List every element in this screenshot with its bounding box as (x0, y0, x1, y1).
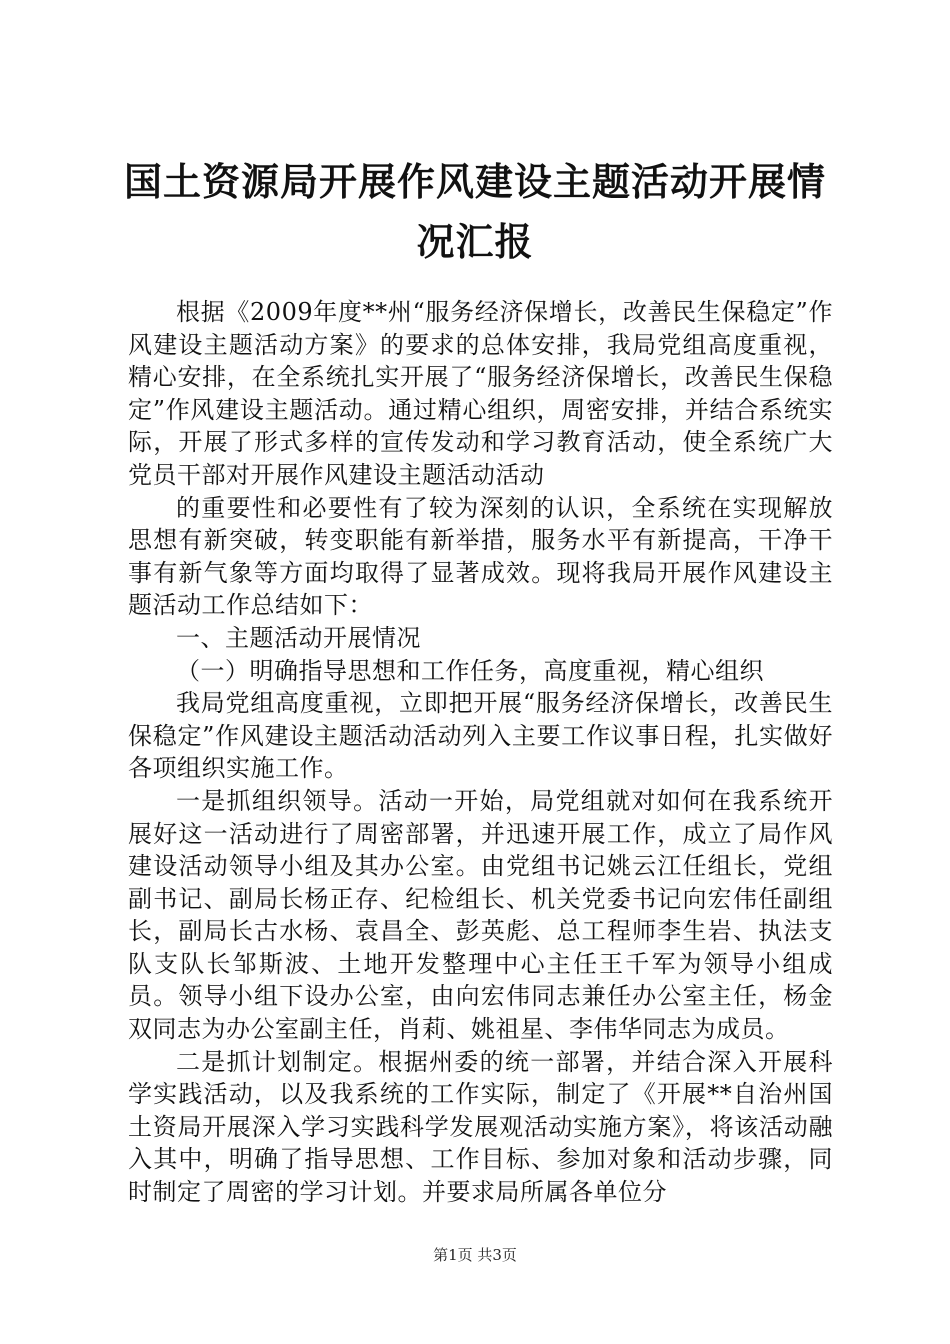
document-body (128, 296, 833, 1209)
page-number: 第1页 共3页 (433, 1246, 517, 1264)
paragraph-importance: 我局党组高度重视，立即把开展“服务经济保增长，改善民生保稳定”作风建设主题活动活动列入主要工作议事日程，扎实做好各项组织实施工作。 (128, 689, 833, 783)
paragraph-intro: 根据《2009年度**州“服务经济保增长，改善民生保稳定”作风建设主题活动方案》的要求的总体安排，我局党组高度重视，精心安排，在全系统扎实开展了“服务经济保增长，改善民生保稳定”作风建设主题活动。通过精心组织，周密安排，并结合系统实际，开展了形式多样的宣传发动和学习教育活动，使全系统广大党员干部对开展作风建设主题活动活动 (128, 298, 833, 489)
section-heading: 一、主题活动开展情况 (176, 623, 421, 652)
document-title: 国土资源局开展作风建设主题活动开展情况汇报 (123, 159, 826, 264)
paragraph-planning: 二是抓计划制定。根据州委的统一部署，并结合深入开展科学实践活动，以及我系统的工作实际，制定了《开展**自治州国土资局开展深入学习实践科学发展观活动实施方案》，将该活动融入其中，明确了指导思想、工作目标、参加对象和活动步骤，同时制定了周密的学习计划。并要求局所属各单位分 (128, 1047, 833, 1207)
paragraph-organization: 一是抓组织领导。活动一开始，局党组就对如何在我系统开展好这一活动进行了周密部署，并迅速开展工作，成立了局作风建设活动领导小组及其办公室。由党组书记姚云江任组长，党组副书记、副局长杨正存、纪检组长、机关党委书记向宏伟任副组长，副局长古水杨、袁昌全、彭英彪、总工程师李生岩、执法支队支队长邹斯波、土地开发整理中心主任王千军为领导小组成员。领导小组下设办公室，由向宏伟同志兼任办公室主任，杨金双同志为办公室副主任，肖莉、姚祖星、李伟华同志为成员。 (128, 786, 833, 1044)
paragraph-intro-continued: 的重要性和必要性有了较为深刻的认识，全系统在实现解放思想有新突破，转变职能有新举措，服务水平有新提高，干净干事有新气象等方面均取得了显著成效。现将我局开展作风建设主题活动工作总结如下： (128, 493, 833, 620)
subsection-heading: （一）明确指导思想和工作任务，高度重视，精心组织 (176, 656, 764, 685)
